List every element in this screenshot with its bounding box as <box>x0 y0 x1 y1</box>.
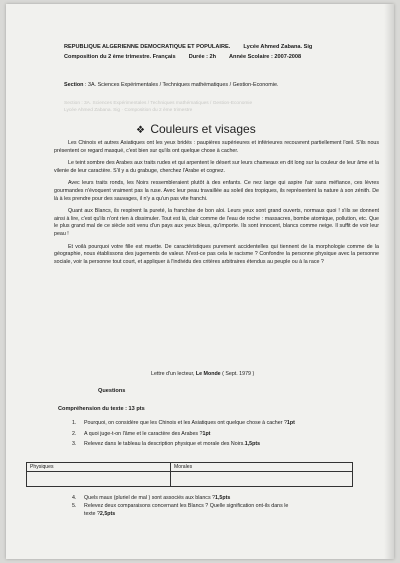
question-item: 3. Relevez dans le tableau la description physique et morale des Noirs.1,5pts <box>72 441 261 447</box>
question-item: 4. Quels maux (pluriel de mal ) sont associés aux blancs ?1,5pts <box>72 495 231 501</box>
republic-name: REPUBLIQUE ALGERIENNE DEMOCRATIQUE ET POPULAIRE. <box>64 44 231 50</box>
page-shadow <box>384 4 394 559</box>
paragraph-2: Le teint sombre des Arabes aux traits rudes et qui arpentent le désert sur leurs chameaux en dit long sur la couleur de leur âme et la vilenie de leur caractère. S'il y a du grabuge, cherchez l'Arabe et cognez. <box>54 160 379 174</box>
paragraph-3: Avec leurs traits ronds, les Noirs ressembleraient plutôt à des enfants. Ce nez large qui aspire l'air sans méfiance, ces lèvres gourmandes n'évoquent vraiment pas la ruse. Avec leur peau travaillée au soleil des tropiques, ils représentent la nature à son zénith. De là à les prendre pour des sauvages, il n'y a qu'un pas vite franchi. <box>54 180 379 202</box>
diamond-bullet-icon: ❖ <box>136 125 145 136</box>
table-divider <box>170 463 171 486</box>
duration-label: Durée : 2h <box>188 54 217 60</box>
source-newspaper: Le Monde <box>195 371 221 377</box>
question-item: 1. Pourquoi, on considère que les Chinois et les Asiatiques ont quelque chose à cacher ?1pt <box>72 420 295 426</box>
column-header-physiques: Physiques <box>30 463 54 470</box>
questions-list-2 <box>72 494 372 518</box>
bleed-through-line: Section : 3A. Sciences Expérimentales / Techniques mathématiques / Gestion-Economie <box>64 101 253 106</box>
question-item: 5. Relevez deux comparaisons concernant les Blancs ? Quelle signification ont-ils dans le <box>72 503 289 509</box>
title-text: Couleurs et visages <box>150 122 256 136</box>
header-line-1 <box>64 42 384 52</box>
questions-list-1 <box>72 418 372 450</box>
paragraph-5: Et voilà pourquoi votre fille est muette. De caractéristiques purement accidentelles qui tiennent de la morphologie comme de la géographie, nous établissons des jugements de valeur. N'est-ce pas cela le racisme ? Confondre la personne physique avec la personne sociale, voir la personne tout court, et appliquer à l'individu des critères arbitraires étendus au peuple ou à la race ? <box>54 243 379 265</box>
school-name: Lycée Ahmed Zabana. Sig <box>243 44 313 50</box>
answer-table <box>26 462 353 487</box>
column-header-morales: Morales <box>174 463 193 470</box>
source-date: ( Sept. 1979 ) <box>222 371 255 377</box>
document-page <box>6 4 394 559</box>
school-year-label: Année Scolaire : 2007-2008 <box>229 54 302 60</box>
document-header <box>64 42 384 62</box>
header-line-2 <box>64 52 384 62</box>
questions-heading: Questions <box>98 388 126 394</box>
section-line <box>64 82 384 89</box>
composition-label: Composition du 2 ème trimestre. Français <box>64 54 176 60</box>
comprehension-heading: Compréhension du texte : 13 pts <box>58 406 145 412</box>
question-item-continuation: texte ?2,5pts <box>84 511 116 517</box>
bleed-through-line: Lycée Ahmed Zabana. Sig · Composition du 2 ème trimestre <box>64 108 193 113</box>
question-item: 2. A quoi juge-t-on l'âme et le caractère des Arabes ?1pt <box>72 430 211 437</box>
paragraph-4: Quant aux Blancs, ils respirent la pureté, la franchise de bon aloi. Leurs yeux sont grand ouverts, normaux quoi ! s'ils se donnent ainsi à lire, c'est qu'ils n'ont rien à dissimuler. Tout est là, clair comme de l'eau de roche : massacres, bombe atomique, pollution, etc. Que le plus grand mal de ce siècle soit venu d'un pays aux yeux bleus, qu'importe. Ils sont innocent, blancs comme neige. Il suffit de voir leur peau ! <box>54 208 379 237</box>
bleed-through-text <box>64 100 364 114</box>
paragraph-1: Les Chinois et autres Asiatiques ont les yeux bridés : paupières supérieures et inférieures recouvrent partiellement l'œil. S'ils nous présentent ce regard masqué, c'est bien sur qu'ils ont quelque chose à cacher. <box>54 140 379 154</box>
section-label: Section <box>64 82 84 88</box>
section-value: : 3A. Sciences Expérimentales / Techniques mathématiques / Gestion-Economie. <box>84 82 279 88</box>
source-prefix: Lettre d'un lecteur, <box>151 371 195 377</box>
text-title <box>136 122 256 136</box>
text-body <box>54 140 379 271</box>
text-source <box>151 371 254 377</box>
